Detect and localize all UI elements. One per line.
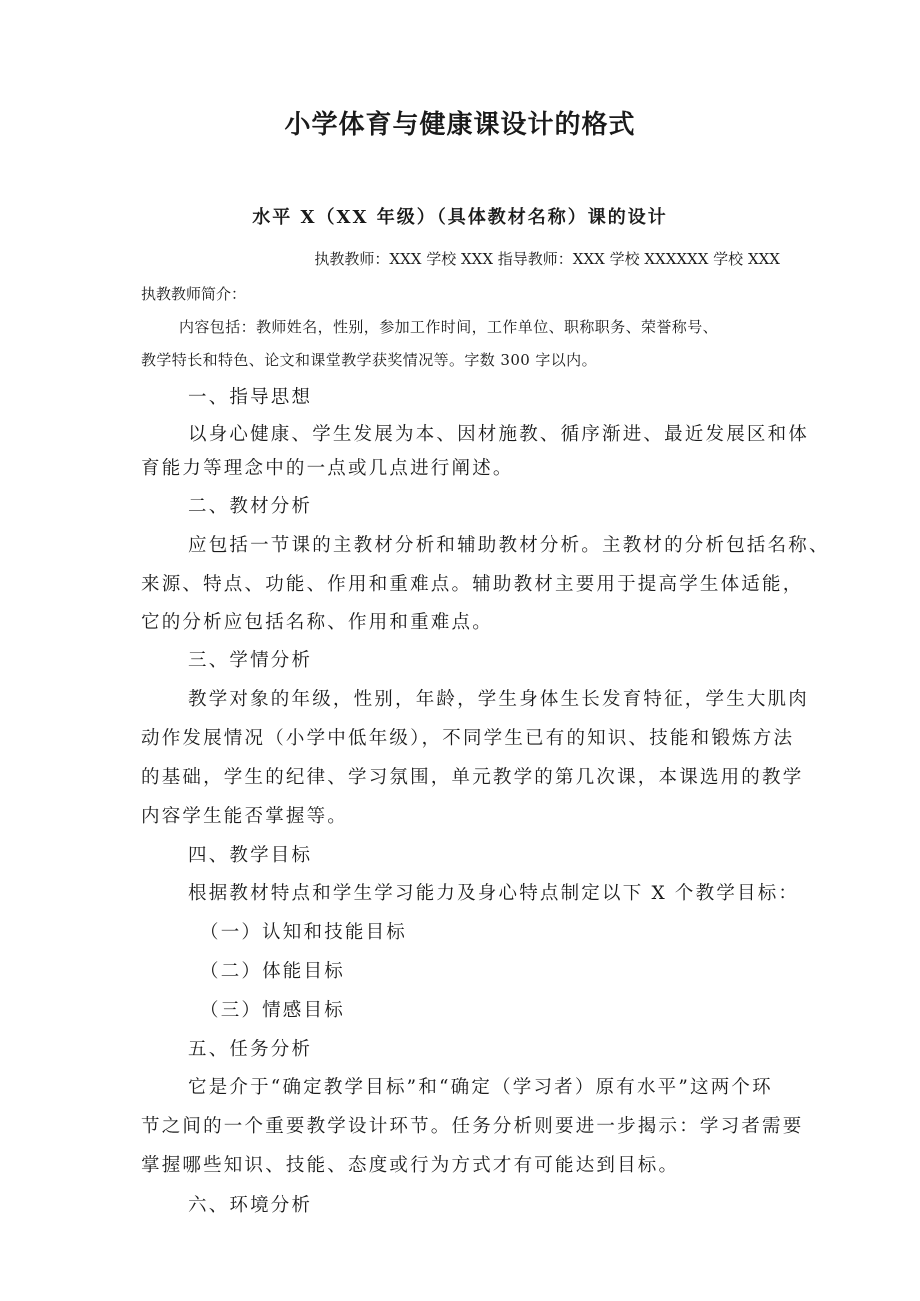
paragraph-line: 它是介于“确定教学目标”和“确定（学习者）原有水平”这两个环 <box>188 1077 773 1098</box>
paragraph-line: 根据教材特点和学生学习能力及身心特点制定以下 X 个教学目标： <box>188 883 800 904</box>
document-title: 小学体育与健康课设计的格式 <box>284 110 636 140</box>
section-heading-guiding-ideology: 一、指导思想 <box>188 387 313 408</box>
goal-item-physical-fitness: （二）体能目标 <box>200 961 345 982</box>
goal-item-cognitive-skill: （一）认知和技能目标 <box>200 922 408 943</box>
paragraph-line: 掌握哪些知识、技能、态度或行为方式才有可能达到目标。 <box>141 1155 680 1176</box>
paragraph-line: 内容学生能否掌握等。 <box>141 806 349 827</box>
paragraph-line: 的基础，学生的纪律、学习氛围，单元教学的第几次课，本课选用的教学 <box>141 767 804 788</box>
paragraph-line: 动作发展情况（小学中低年级），不同学生已有的知识、技能和锻炼方法 <box>141 728 795 749</box>
paragraph-line: 教学对象的年级，性别，年龄，学生身体生长发育特征，学生大肌肉 <box>188 689 810 710</box>
paragraph-line: 节之间的一个重要教学设计环节。任务分析则要进一步揭示：学习者需要 <box>141 1116 804 1137</box>
teacher-intro-label: 执教教师简介： <box>141 285 247 303</box>
lesson-design-subtitle: 水平 X（XX 年级）（具体教材名称）课的设计 <box>252 207 668 228</box>
section-heading-environment-analysis: 六、环境分析 <box>188 1195 313 1216</box>
goal-item-affective: （三）情感目标 <box>200 1000 345 1021</box>
intro-text-line: 教学特长和特色、论文和课堂教学获奖情况等。字数 300 字以内。 <box>141 351 597 369</box>
section-heading-task-analysis: 五、任务分析 <box>188 1039 313 1060</box>
paragraph-line: 应包括一节课的主教材分析和辅助教材分析。主教材的分析包括名称、 <box>188 535 830 556</box>
paragraph-line: 来源、特点、功能、作用和重难点。辅助教材主要用于提高学生体适能， <box>141 574 804 595</box>
intro-text-line: 内容包括：教师姓名，性别，参加工作时间，工作单位、职称职务、荣誉称号、 <box>179 318 719 336</box>
section-heading-student-analysis: 三、学情分析 <box>188 650 313 671</box>
paragraph-line: 育能力等理念中的一点或几点进行阐述。 <box>141 458 514 479</box>
teacher-info-line: 执教教师：XXX 学校 XXX 指导教师：XXX 学校 XXXXXX 学校 XXX <box>314 250 780 268</box>
paragraph-line: 它的分析应包括名称、作用和重难点。 <box>141 612 493 633</box>
section-heading-teaching-goals: 四、教学目标 <box>188 845 313 866</box>
section-heading-material-analysis: 二、教材分析 <box>188 496 313 517</box>
paragraph-line: 以身心健康、学生发展为本、因材施教、循序渐进、最近发展区和体 <box>188 424 810 445</box>
